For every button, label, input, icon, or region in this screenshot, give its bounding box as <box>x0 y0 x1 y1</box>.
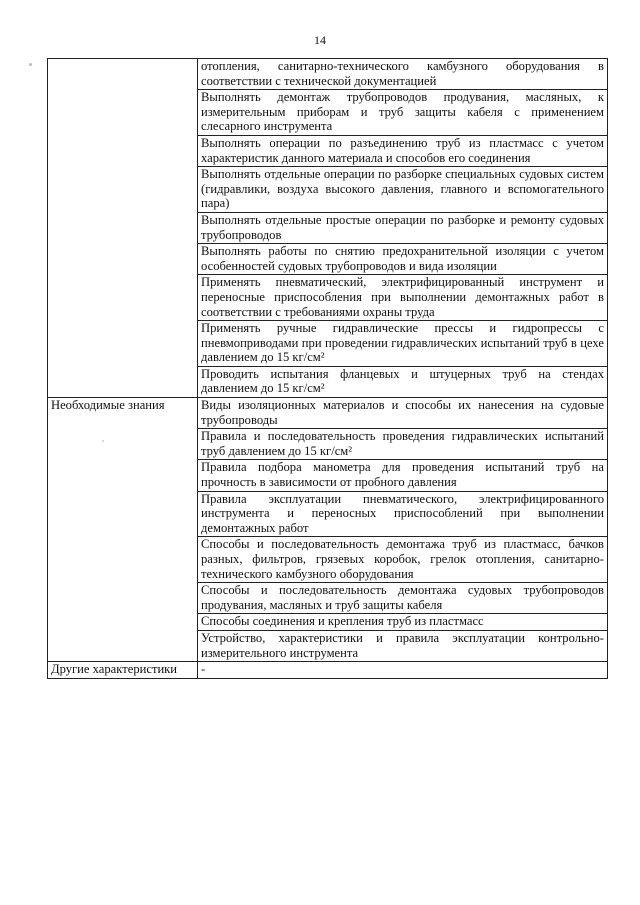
required-skill-cell: Применять ручные гидравлические прессы и гидропрессы с пневмоприводами при проведении гидравлических испытаний труб в цехе давлением до 15 кг/см² <box>198 321 608 367</box>
table-row <box>48 398 608 429</box>
required-skill-cell: Выполнять отдельные простые операции по разборке и ремонту судовых трубопроводов <box>198 212 608 243</box>
other-characteristics-value: - <box>198 662 608 679</box>
table-row <box>48 662 608 679</box>
required-knowledge-cell: Правила подбора манометра для проведения испытаний труб на прочность в зависимости от пробного давления <box>198 460 608 491</box>
required-knowledge-cell: Правила эксплуатации пневматического, электрифицированного инструмента и переносных приспособлений при выполнении демонтажных работ <box>198 491 608 537</box>
required-skill-cell: Проводить испытания фланцевых и штуцерных труб на стендах давлением до 15 кг/см² <box>198 366 608 397</box>
other-characteristics-label: Другие характеристики <box>48 662 198 679</box>
required-skill-cell: отопления, санитарно-технического камбузного оборудования в соответствии с технической документацией <box>198 59 608 90</box>
required-skill-cell: Выполнять отдельные операции по разборке специальных судовых систем (гидравлики, воздуха высокого давления, главного и вспомогательного пара) <box>198 167 608 213</box>
table-row <box>48 59 608 90</box>
competency-table <box>47 58 608 679</box>
scan-speck <box>29 63 32 66</box>
page-number: 14 <box>314 33 326 47</box>
required-knowledge-cell: Виды изоляционных материалов и способы их нанесения на судовые трубопроводы <box>198 398 608 429</box>
required-skill-cell: Выполнять операции по разъединению труб из пластмасс с учетом характеристик данного материала и способов его соединения <box>198 135 608 166</box>
required-skill-cell: Выполнять работы по снятию предохранительной изоляции с учетом особенностей судовых трубопроводов и вида изоляции <box>198 244 608 275</box>
row-label-cell <box>48 59 198 398</box>
required-knowledge-cell: Способы и последовательность демонтажа судовых трубопроводов продувания, масляных и труб защиты кабеля <box>198 583 608 614</box>
required-knowledge-cell: Правила и последовательность проведения гидравлических испытаний труб давлением до 15 кг/см² <box>198 429 608 460</box>
required-knowledge-cell: Способы и последовательность демонтажа труб из пластмасс, бачков разных, фильтров, грязевых коробок, грелок отопления, санитарно-технического камбузного оборудования <box>198 537 608 583</box>
required-skill-cell: Выполнять демонтаж трубопроводов продувания, масляных, к измерительным приборам и труб защиты кабеля с применением слесарного инструмента <box>198 90 608 136</box>
required-knowledge-label: Необходимые знания <box>48 398 198 662</box>
required-skill-cell: Применять пневматический, электрифицированный инструмент и переносные приспособления при выполнении демонтажных работ в соответствии с требованиями охраны труда <box>198 275 608 321</box>
required-knowledge-cell: Устройство, характеристики и правила эксплуатации контрольно-измерительного инструмента <box>198 630 608 661</box>
required-knowledge-cell: Способы соединения и крепления труб из пластмасс <box>198 614 608 631</box>
